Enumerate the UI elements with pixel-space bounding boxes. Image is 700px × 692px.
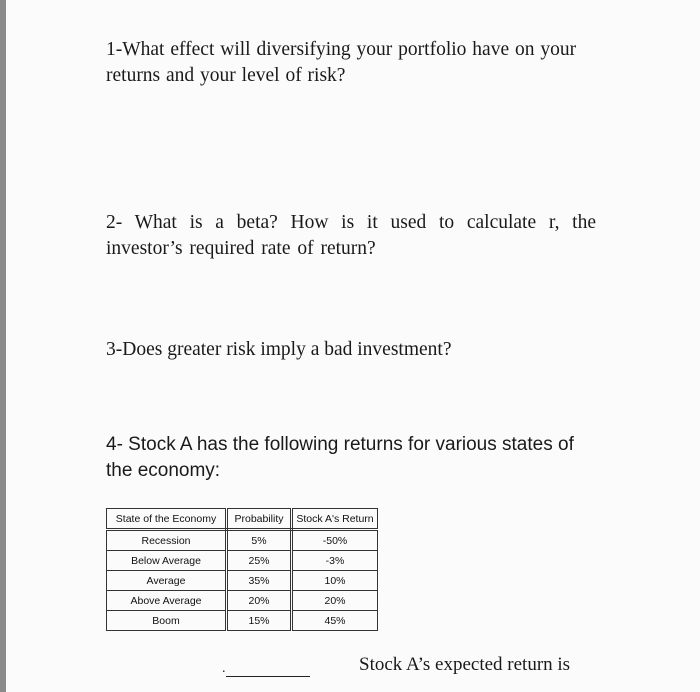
table-row: [107, 571, 378, 591]
question-2: 2- What is a beta? How is it used to calculate r, the investor’s required rate of return?: [106, 212, 596, 259]
answer-label: Stock A’s expected return is: [359, 654, 571, 675]
cell-state: Below Average: [107, 551, 227, 571]
cell-state: Average: [107, 571, 227, 591]
cell-state: Recession: [107, 530, 227, 551]
cell-return: -3%: [292, 551, 378, 571]
table-header-row: [107, 509, 378, 530]
cell-return: 10%: [292, 571, 378, 591]
cell-probability: 20%: [227, 591, 292, 611]
cell-probability: 15%: [227, 611, 292, 631]
cell-return: -50%: [292, 530, 378, 551]
table-row: [107, 551, 378, 571]
table-row: [107, 530, 378, 551]
cell-return: 45%: [292, 611, 378, 631]
question-4: 4- Stock A has the following returns for various states of the economy:: [106, 434, 574, 481]
header-state: State of the Economy: [107, 509, 227, 530]
question-1: 1-What effect will diversifying your portfolio have on your returns and your level of risk?: [106, 39, 577, 86]
cell-state: Boom: [107, 611, 227, 631]
cell-return: 20%: [292, 591, 378, 611]
cell-probability: 25%: [227, 551, 292, 571]
blank-dot: .: [222, 661, 226, 676]
answer-blank-line: [226, 676, 310, 677]
returns-table: [106, 508, 378, 631]
header-return: Stock A's Return: [292, 509, 378, 530]
question-3: 3-Does greater risk imply a bad investment?: [106, 339, 452, 360]
cell-probability: 35%: [227, 571, 292, 591]
header-probability: Probability: [227, 509, 292, 530]
cell-state: Above Average: [107, 591, 227, 611]
cell-probability: 5%: [227, 530, 292, 551]
table-row: [107, 611, 378, 631]
table-row: [107, 591, 378, 611]
